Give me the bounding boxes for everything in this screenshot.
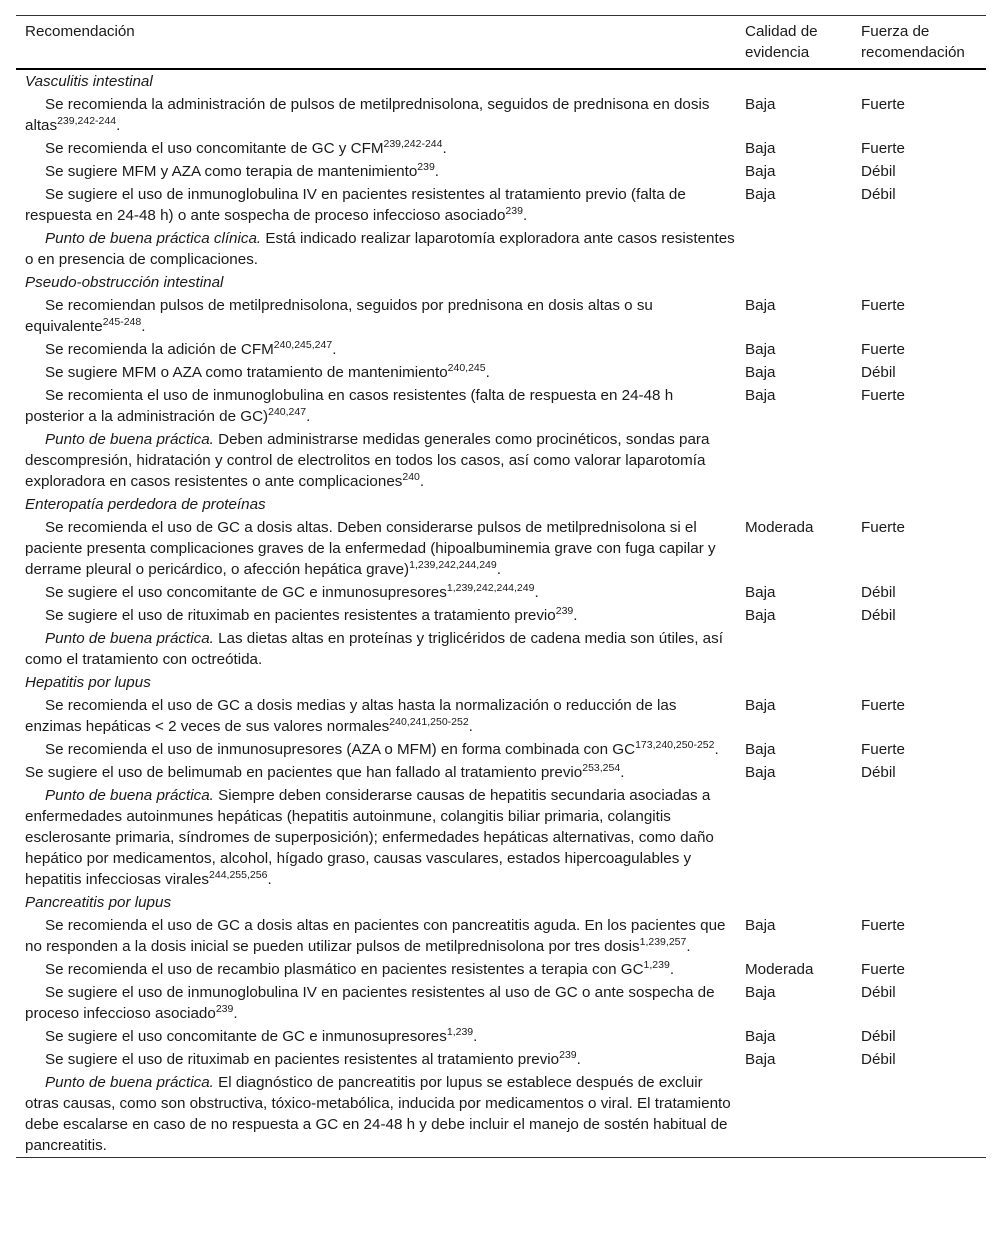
evidence-quality-cell: Baja [745, 341, 776, 358]
recommendation-strength-cell: Fuerte [861, 917, 905, 934]
evidence-quality-cell: Baja [745, 186, 776, 203]
recommendation-cell [16, 227, 736, 271]
reference-superscript: 239 [417, 161, 435, 173]
reference-superscript: 240,247 [268, 406, 307, 418]
recommendation-strength-cell: Fuerte [861, 387, 905, 404]
reference-superscript: 239 [215, 1003, 234, 1015]
evidence-quality-cell: Baja [745, 607, 776, 624]
recommendation-cell: Se recomienda el uso de GC a dosis medias y altas hasta la normalización o reducción de las enzimas hepáticas < 2 veces de sus valores normales$^{240,241,250-252}$. [25, 697, 677, 735]
recommendation-text: Se recomiendan pulsos de metilprednisolona, seguidos por prednisona en dosis altas o su equivalente [25, 297, 653, 335]
recommendation-strength-cell: Fuerte [861, 519, 905, 536]
reference-superscript: 1,239,242,244,249 [409, 559, 497, 571]
evidence-quality-cell [736, 428, 852, 493]
recommendation-cell: Se recomienda la adición de CFM$^{240,245,247}$. [45, 339, 337, 358]
evidence-quality-cell: Baja [745, 387, 776, 404]
evidence-quality-cell: Baja [745, 584, 776, 601]
header-recommendation-strength: Fuerza de recomendación [861, 23, 965, 61]
reference-superscript: 240,245,247 [273, 339, 333, 351]
reference-superscript: 244,255,256 [209, 869, 268, 881]
table-row [16, 294, 986, 338]
recommendation-strength-cell: Fuerte [861, 961, 905, 978]
recommendation-cell: Se recomienda el uso de GC a dosis altas. Deben considerarse pulsos de metilprednisolona si el paciente presenta complicaciones graves de la enfermedad (hipoalbuminemia grave con fuga capilar y derrame pleural o pericárdico, o afección hepática grave)$^{1,239,242,244,249}$. [25, 519, 716, 578]
recommendation-strength-cell: Débil [861, 984, 896, 1001]
recommendation-cell: Se recomienda el uso de GC a dosis altas en pacientes con pancreatitis aguda. En los pacientes que no responden a la dosis inicial se pueden utilizar pulsos de metilprednisolona por tres dosis$^{1,239,257}$. [25, 917, 726, 955]
recommendation-cell: Se sugiere el uso de rituximab en pacientes resistentes a tratamiento previo$^{239}$. [45, 605, 578, 624]
recommendation-text: Se sugiere el uso de inmunoglobulina IV en pacientes resistentes al tratamiento previo (falta de respuesta en 24-48 h) o ante sospecha de proceso infeccioso asociado [25, 186, 686, 224]
recommendation-text: Se recomienda el uso de inmunosupresores (AZA o MFM) en forma combinada con GC [45, 741, 636, 758]
recommendation-cell: Se recomiendan pulsos de metilprednisolona, seguidos por prednisona en dosis altas o su equivalente$^{245-248}$. [25, 297, 653, 335]
recommendation-text: Se sugiere MFM o AZA como tratamiento de mantenimiento [45, 364, 448, 381]
recommendation-cell: Se sugiere el uso concomitante de GC e inmunosupresores$^{1,239,242,244,249}$. [45, 582, 539, 601]
table-row [16, 914, 986, 958]
recommendation-strength-cell: Débil [861, 584, 896, 601]
recommendation-cell: Punto de buena práctica. Siempre deben considerarse causas de hepatitis secundaria asociadas a enfermedades autoinmunes hepáticas (hepatitis autoinmune, colangitis biliar primaria, colangitis esclerosante primaria, síndromes de superposición); enfermedades hepáticas alternativas, como daño hepático por medicamentos, alcohol, hígado graso, causas vasculares, estados hipercoagulables y hepatitis infecciosas virales$^{244,255,256}$. [25, 787, 714, 888]
section-row [16, 69, 986, 93]
good-practice-label: Punto de buena práctica. [45, 431, 214, 448]
recommendation-strength-cell [852, 627, 986, 671]
recommendation-cell: Se recomienda el uso de inmunosupresores (AZA o MFM) en forma combinada con GC$^{173,240,250-252}$. [45, 739, 719, 758]
recommendation-strength-cell [852, 227, 986, 271]
evidence-quality-cell: Baja [745, 741, 776, 758]
reference-superscript: 239,242-244 [57, 115, 117, 127]
recommendation-strength-cell: Débil [861, 1028, 896, 1045]
reference-superscript: 245-248 [102, 316, 142, 328]
recommendation-strength-cell: Débil [861, 186, 896, 203]
reference-superscript: 1,239 [643, 959, 670, 971]
recommendation-text: Se sugiere el uso de inmunoglobulina IV en pacientes resistentes al uso de GC o ante sospecha de proceso infeccioso asociado [25, 984, 715, 1022]
evidence-quality-cell: Moderada [745, 961, 814, 978]
table-row [16, 338, 986, 361]
evidence-quality-cell [736, 227, 852, 271]
recommendation-strength-cell: Débil [861, 364, 896, 381]
table-row [16, 981, 986, 1025]
evidence-quality-cell [736, 627, 852, 671]
table-row [16, 384, 986, 428]
recommendation-strength-cell [852, 428, 986, 493]
table-row [16, 1048, 986, 1071]
recommendation-text: Siempre deben considerarse causas de hepatitis secundaria asociadas a enfermedades autoinmunes hepáticas (hepatitis autoinmune, colangitis biliar primaria, colangitis esclerosante primaria, síndromes de superposición); enfermedades hepáticas alternativas, como daño hepático por medicamentos, alcohol, hígado graso, causas vasculares, estados hipercoagulables y hepatitis infecciosas virales [25, 787, 714, 888]
table-row [16, 627, 986, 671]
section-title: Pancreatitis por lupus [25, 894, 172, 911]
evidence-quality-cell: Baja [745, 1051, 776, 1068]
recommendation-cell: Se sugiere MFM y AZA como terapia de mantenimiento$^{239}$. [45, 161, 440, 180]
reference-superscript: 240 [402, 471, 420, 483]
recommendation-text: Se sugiere el uso concomitante de GC e inmunosupresores [45, 584, 447, 601]
reference-superscript: 240,241,250-252 [389, 716, 469, 728]
recommendation-strength-cell: Débil [861, 1051, 896, 1068]
header-evidence-quality: Calidad de evidencia [745, 23, 818, 61]
reference-superscript: 1,239,242,244,249 [446, 582, 535, 594]
section-title: Enteropatía perdedora de proteínas [25, 496, 266, 513]
recommendations-table-container [16, 15, 986, 1158]
table-row [16, 761, 986, 784]
recommendation-text: Está indicado realizar laparotomía exploradora ante casos resistentes o en presencia de complicaciones. [25, 230, 735, 268]
section-row [16, 271, 986, 294]
recommendation-text: Se recomienda la administración de pulsos de metilprednisolona, seguidos de prednisona en dosis altas [25, 96, 710, 134]
recommendation-cell: Se recomienda la administración de pulsos de metilprednisolona, seguidos de prednisona en dosis altas$^{239,242-244}$. [25, 96, 710, 134]
table-row [16, 137, 986, 160]
recommendation-text: Se sugiere el uso concomitante de GC e inmunosupresores [45, 1028, 447, 1045]
reference-superscript: 253,254 [582, 762, 621, 774]
table-row [16, 581, 986, 604]
reference-superscript: 239 [555, 605, 574, 617]
section-title: Hepatitis por lupus [25, 674, 151, 691]
evidence-quality-cell [736, 1071, 852, 1158]
recommendations-table [16, 15, 986, 1158]
reference-superscript: 173,240,250-252 [635, 739, 715, 751]
section-title: Vasculitis intestinal [25, 73, 153, 90]
table-row [16, 784, 986, 891]
recommendation-text: Se recomienda el uso de recambio plasmático en pacientes resistentes a terapia con GC [45, 961, 644, 978]
table-row [16, 93, 986, 137]
recommendation-cell: Se sugiere el uso de rituximab en pacientes resistentes al tratamiento previo$^{239}$. [45, 1049, 581, 1068]
evidence-quality-cell: Baja [745, 364, 776, 381]
table-row [16, 1025, 986, 1048]
recommendation-text: Se sugiere MFM y AZA como terapia de mantenimiento [45, 163, 418, 180]
recommendation-cell: Se recomienda el uso de recambio plasmático en pacientes resistentes a terapia con GC$^{1,239}$. [45, 959, 675, 978]
recommendation-strength-cell: Fuerte [861, 297, 905, 314]
evidence-quality-cell: Baja [745, 163, 776, 180]
good-practice-label: Punto de buena práctica. [45, 787, 214, 804]
recommendation-text: Se sugiere el uso de rituximab en pacientes resistentes a tratamiento previo [45, 607, 556, 624]
evidence-quality-cell: Baja [745, 697, 776, 714]
recommendation-strength-cell: Fuerte [861, 341, 905, 358]
recommendation-cell: Se recomienta el uso de inmunoglobulina en casos resistentes (falta de respuesta en 24-48 h posterior a la administración de GC)$^{240,247}$. [25, 387, 674, 425]
reference-superscript: 240,245 [447, 362, 486, 374]
reference-superscript: 1,239 [446, 1026, 474, 1038]
header-recommendation: Recomendación [25, 23, 135, 40]
section-row [16, 493, 986, 516]
reference-superscript: 239 [505, 205, 523, 217]
section-title: Pseudo-obstrucción intestinal [25, 274, 224, 291]
reference-superscript: 239,242-244 [383, 138, 443, 150]
recommendation-strength-cell: Débil [861, 163, 896, 180]
recommendation-text: Deben administrarse medidas generales como procinéticos, sondas para descompresión, hidratación y control de electrolitos en todos los casos, así como valorar laparotomía exploradora en casos resistentes o ante complicaciones [25, 431, 710, 490]
reference-superscript: 1,239,257 [639, 936, 687, 948]
reference-superscript: 239 [559, 1049, 577, 1061]
recommendation-strength-cell: Fuerte [861, 96, 905, 113]
recommendation-text: El diagnóstico de pancreatitis por lupus se establece después de excluir otras causas, como son obstructiva, tóxico-metabólica, inducida por medicamentos o viral. El tratamiento debe escalarse en caso de no respuesta a GC en 24-48 h y debe incluir el manejo de sostén habitual de pancreatitis. [25, 1074, 731, 1154]
evidence-quality-cell: Baja [745, 1028, 776, 1045]
recommendation-cell: Se sugiere MFM o AZA como tratamiento de mantenimiento$^{240,245}$. [45, 362, 490, 381]
header-row [16, 16, 986, 70]
table-row [16, 958, 986, 981]
recommendation-cell: Se sugiere el uso de inmunoglobulina IV en pacientes resistentes al uso de GC o ante sospecha de proceso infeccioso asociado$^{239}$. [25, 984, 715, 1022]
recommendation-strength-cell: Débil [861, 607, 896, 624]
evidence-quality-cell: Baja [745, 96, 776, 113]
recommendation-text: Se sugiere el uso de belimumab en pacientes que han fallado al tratamiento previo [25, 764, 583, 781]
section-row [16, 891, 986, 914]
table-row [16, 516, 986, 581]
recommendation-text: Las dietas altas en proteínas y triglicéridos de cadena media son útiles, así como el tratamiento con octreótida. [25, 630, 723, 668]
table-row [16, 227, 986, 271]
table-row [16, 361, 986, 384]
recommendation-strength-cell: Fuerte [861, 741, 905, 758]
recommendation-text: Se recomienda el uso de GC a dosis altas en pacientes con pancreatitis aguda. En los pacientes que no responden a la dosis inicial se pueden utilizar pulsos de metilprednisolona por tres dosis [25, 917, 726, 955]
recommendation-cell [16, 627, 736, 671]
recommendation-text: Se recomienda la adición de CFM [45, 341, 274, 358]
table-body [16, 69, 986, 1158]
recommendation-strength-cell [852, 1071, 986, 1158]
good-practice-label: Punto de buena práctica. [45, 1074, 214, 1091]
evidence-quality-cell: Baja [745, 984, 776, 1001]
table-row [16, 738, 986, 761]
recommendation-text: Se recomienta el uso de inmunoglobulina en casos resistentes (falta de respuesta en 24-48 h posterior a la administración de GC) [25, 387, 674, 425]
good-practice-label: Punto de buena práctica. [45, 630, 214, 647]
section-row [16, 671, 986, 694]
recommendation-cell: Se sugiere el uso concomitante de GC e inmunosupresores$^{1,239}$. [45, 1026, 478, 1045]
table-row [16, 1071, 986, 1158]
recommendation-strength-cell [852, 784, 986, 891]
evidence-quality-cell: Baja [745, 297, 776, 314]
recommendation-text: Se sugiere el uso de rituximab en pacientes resistentes al tratamiento previo [45, 1051, 560, 1068]
evidence-quality-cell: Baja [745, 917, 776, 934]
recommendation-cell: Punto de buena práctica. Deben administrarse medidas generales como procinéticos, sondas para descompresión, hidratación y control de electrolitos en todos los casos, así como valorar laparotomía exploradora en casos resistentes o ante complicaciones$^{240}$. [25, 431, 710, 490]
recommendation-text: Se recomienda el uso de GC a dosis medias y altas hasta la normalización o reducción de las enzimas hepáticas < 2 veces de sus valores normales [25, 697, 677, 735]
table-row [16, 428, 986, 493]
recommendation-strength-cell: Débil [861, 764, 896, 781]
recommendation-cell [16, 1071, 736, 1158]
recommendation-strength-cell: Fuerte [861, 140, 905, 157]
evidence-quality-cell: Baja [745, 140, 776, 157]
recommendation-text: Se recomienda el uso de GC a dosis altas. Deben considerarse pulsos de metilprednisolona si el paciente presenta complicaciones graves de la enfermedad (hipoalbuminemia grave con fuga capilar y derrame pleural o pericárdico, o afección hepática grave) [25, 519, 716, 578]
recommendation-text: Se recomienda el uso concomitante de GC y CFM [45, 140, 384, 157]
evidence-quality-cell: Baja [745, 764, 776, 781]
recommendation-cell: Se recomienda el uso concomitante de GC y CFM$^{239,242-244}$. [45, 138, 447, 157]
table-row [16, 604, 986, 627]
recommendation-cell: Se sugiere el uso de belimumab en pacientes que han fallado al tratamiento previo$^{253,254}$. [25, 762, 625, 781]
evidence-quality-cell: Moderada [745, 519, 814, 536]
recommendation-strength-cell: Fuerte [861, 697, 905, 714]
table-row [16, 183, 986, 227]
table-row [16, 694, 986, 738]
evidence-quality-cell [736, 784, 852, 891]
recommendation-cell: Se sugiere el uso de inmunoglobulina IV en pacientes resistentes al tratamiento previo (falta de respuesta en 24-48 h) o ante sospecha de proceso infeccioso asociado$^{239}$. [25, 186, 686, 224]
good-practice-label: Punto de buena práctica clínica. [45, 230, 262, 247]
table-row [16, 160, 986, 183]
